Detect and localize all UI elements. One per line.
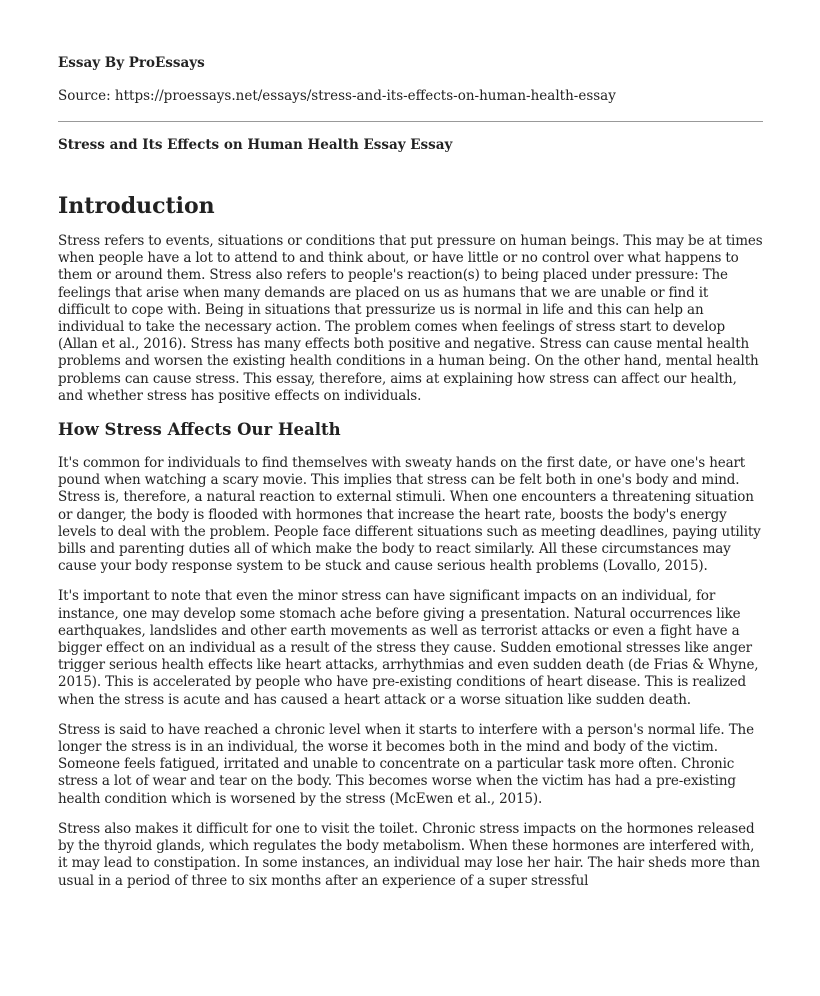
source-line: Source: https://proessays.net/essays/stress-and-its-effects-on-human-health-essay	[58, 88, 616, 104]
paragraph: Stress refers to events, situations or conditions that put pressure on human beings. This may be at times when people have a lot to attend to and think about, or have little or no control over what happens to them or around them. Stress also refers to people's reaction(s) to being placed under pressure: The feelings that arise when many demands are placed on us as humans that we are unable or find it difficult to cope with. Being in situations that pressurize us is normal in life and this can help an individual to take the necessary action. The problem comes when feelings of stress start to develop (Allan et al., 2016). Stress has many effects both positive and negative. Stress can cause mental health problems and worsen the existing health conditions in a human being. On the other hand, mental health problems can cause stress. This essay, therefore, aims at explaining how stress can affect our health, and whether stress has positive effects on individuals.	[58, 233, 763, 404]
paragraph: It's common for individuals to find themselves with sweaty hands on the first date, or have one's heart pound when watching a scary movie. This implies that stress can be felt both in one's body and mind. Stress is, therefore, a natural reaction to external stimuli. When one encounters a threatening situation or danger, the body is flooded with hormones that increase the heart rate, boosts the body's energy levels to deal with the problem. People face different situations such as meeting deadlines, paying utility bills and parenting duties all of which make the body to react similarly. All these circumstances may cause your body response system to be stuck and cause serious health problems (Lovallo, 2015).	[58, 455, 761, 575]
document-title: Stress and Its Effects on Human Health Essay Essay	[58, 137, 453, 153]
paragraph: Stress is said to have reached a chronic level when it starts to interfere with a person's normal life. The longer the stress is in an individual, the worse it becomes both in the mind and body of the victim. Someone feels fatigued, irritated and unable to concentrate on a particular task more often. Chronic stress a lot of wear and tear on the body. This becomes worse when the victim has had a pre-existing health condition which is worsened by the stress (McEwen et al., 2015).	[58, 721, 754, 807]
site-label: Essay By ProEssays	[58, 55, 205, 71]
essay-page	[58, 0, 763, 890]
divider	[58, 121, 763, 122]
paragraph: It's important to note that even the minor stress can have significant impacts on an individual, for instance, one may develop some stomach ache before giving a presentation. Natural occurrences like earthquakes, landslides and other earth movements as well as terrorist attacks or even a fight have a bigger effect on an individual as a result of the stress they cause. Sudden emotional stresses like anger trigger serious health effects like heart attacks, arrhythmias and even sudden death (de Frias & Whyne, 2015). This is accelerated by people who have pre-existing conditions of heart disease. This is realized when the stress is acute and has caused a heart attack or a worse situation like sudden death.	[58, 588, 759, 708]
section-heading-introduction: Introduction	[58, 193, 215, 219]
section-heading-how-stress-affects: How Stress Affects Our Health	[58, 420, 341, 440]
paragraph: Stress also makes it difficult for one to visit the toilet. Chronic stress impacts on the hormones released by the thyroid glands, which regulates the body metabolism. When these hormones are interfered with, it may lead to constipation. In some instances, an individual may lose her hair. The hair sheds more than usual in a period of three to six months after an experience of a super stressful	[58, 820, 760, 889]
